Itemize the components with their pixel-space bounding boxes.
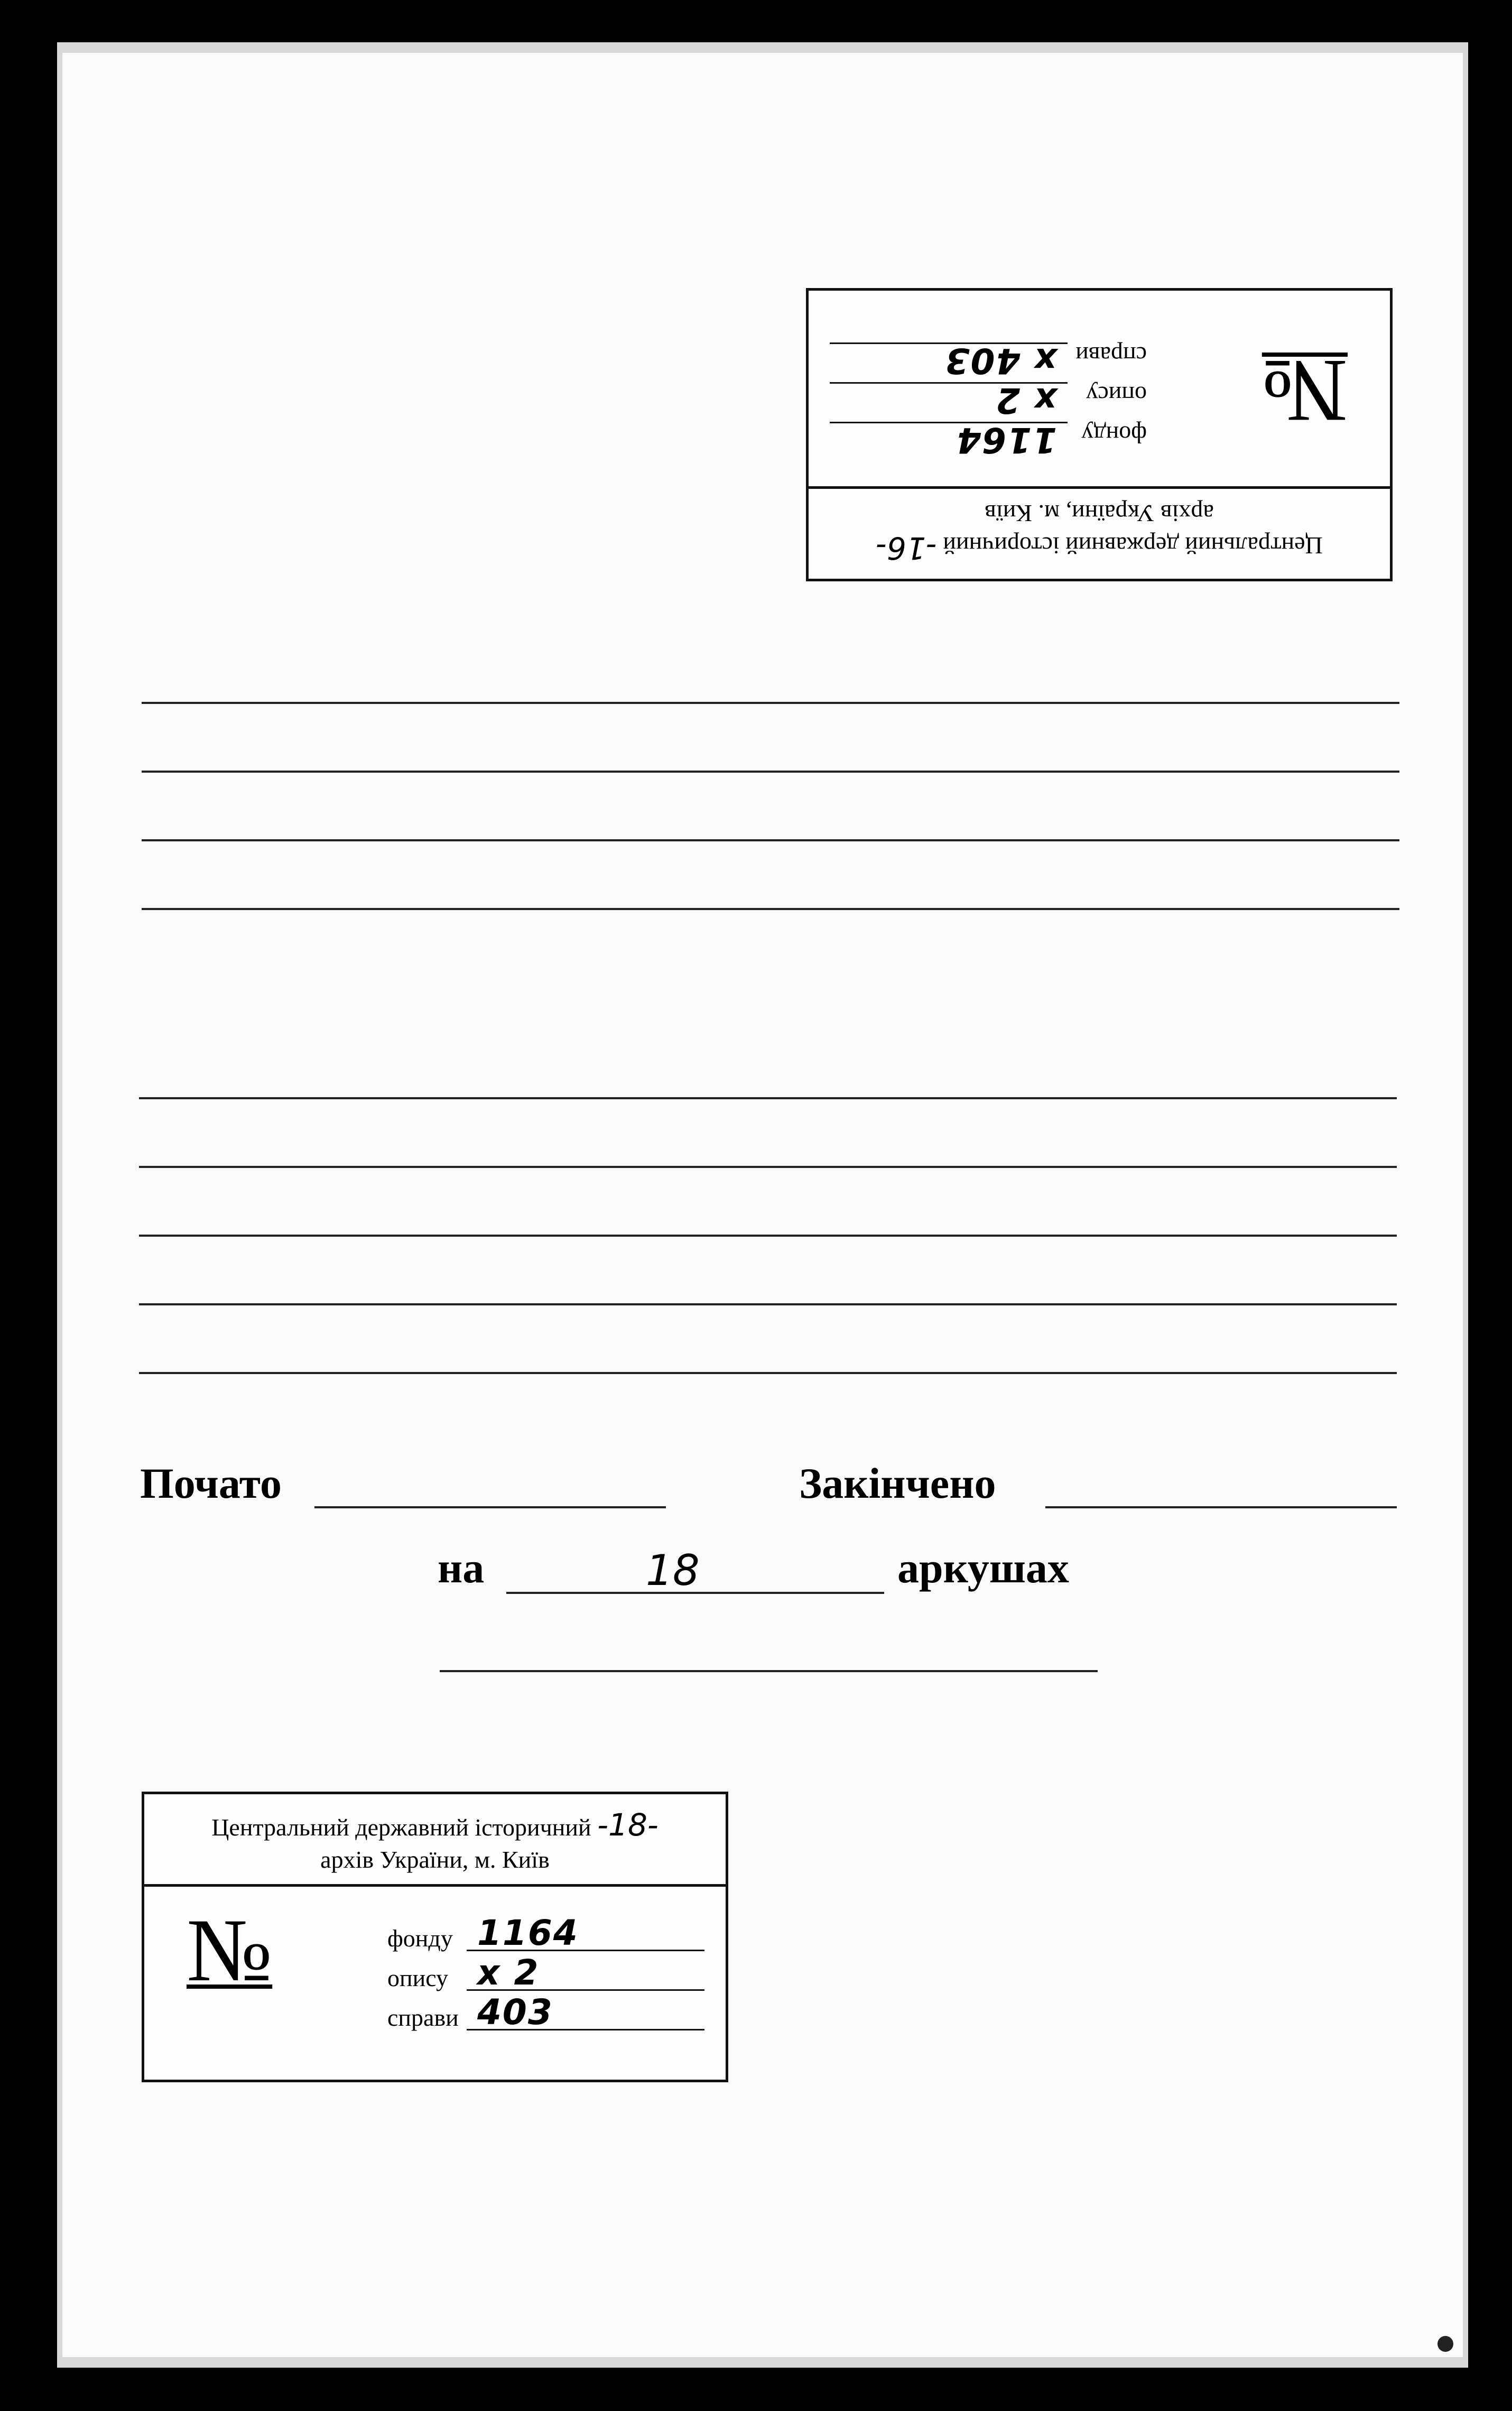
on-label: на bbox=[438, 1544, 485, 1592]
opys-value: x 2 bbox=[477, 1952, 540, 1993]
content-line bbox=[139, 1166, 1397, 1168]
sheets-count: 18 bbox=[646, 1546, 700, 1595]
archive-stamp-bottom bbox=[142, 1792, 728, 2082]
opys-value: x 2 bbox=[995, 380, 1057, 421]
opys-label: опису bbox=[1086, 382, 1147, 409]
sprava-value: 403 bbox=[477, 1992, 553, 2033]
archive-stamp-top bbox=[806, 288, 1393, 581]
stamp-fields bbox=[830, 339, 1147, 458]
content-line bbox=[139, 1097, 1397, 1099]
archive-page-mark: -16- bbox=[876, 530, 937, 566]
sprava-row bbox=[387, 1994, 704, 2034]
number-sign: № bbox=[1261, 341, 1348, 441]
opys-label: опису bbox=[387, 1964, 449, 1991]
finished-date-line bbox=[1045, 1506, 1397, 1508]
opys-row bbox=[830, 379, 1147, 419]
finished-label: Закінчено bbox=[799, 1459, 996, 1507]
archive-name-line1: Центральний державний історичний bbox=[943, 532, 1323, 559]
number-sign: № bbox=[187, 1900, 273, 2000]
title-line bbox=[142, 839, 1399, 841]
fond-value: 1164 bbox=[956, 420, 1057, 460]
sheets-label: аркушах bbox=[897, 1544, 1069, 1592]
scan-mark bbox=[1437, 2336, 1453, 2352]
signature-line bbox=[440, 1670, 1098, 1672]
sprava-value: x 403 bbox=[944, 340, 1057, 381]
opys-row bbox=[387, 1954, 704, 1994]
title-line bbox=[142, 702, 1399, 704]
stamp-header bbox=[144, 1794, 726, 1887]
sprava-row bbox=[830, 339, 1147, 379]
title-line bbox=[142, 771, 1399, 773]
content-line bbox=[139, 1372, 1397, 1374]
fond-row bbox=[830, 419, 1147, 458]
stamp-header bbox=[809, 486, 1390, 579]
started-date-line bbox=[314, 1506, 666, 1508]
fond-label: фонду bbox=[387, 1925, 453, 1952]
fond-label: фонду bbox=[1081, 421, 1147, 448]
sprava-label: справи bbox=[1075, 342, 1147, 369]
title-line bbox=[142, 908, 1399, 910]
content-line bbox=[139, 1235, 1397, 1237]
fond-row bbox=[387, 1915, 704, 1954]
stamp-fields bbox=[387, 1915, 704, 2034]
started-label: Почато bbox=[140, 1459, 282, 1507]
archive-name-line2: архів України, м. Київ bbox=[985, 500, 1214, 527]
archive-name-line1: Центральний державний історичний bbox=[211, 1814, 591, 1841]
archive-name-line2: архів України, м. Київ bbox=[320, 1846, 550, 1873]
fond-value: 1164 bbox=[477, 1913, 579, 1953]
sprava-label: справи bbox=[387, 2004, 459, 2031]
archive-page-mark: -18- bbox=[597, 1807, 658, 1843]
content-line bbox=[139, 1303, 1397, 1305]
